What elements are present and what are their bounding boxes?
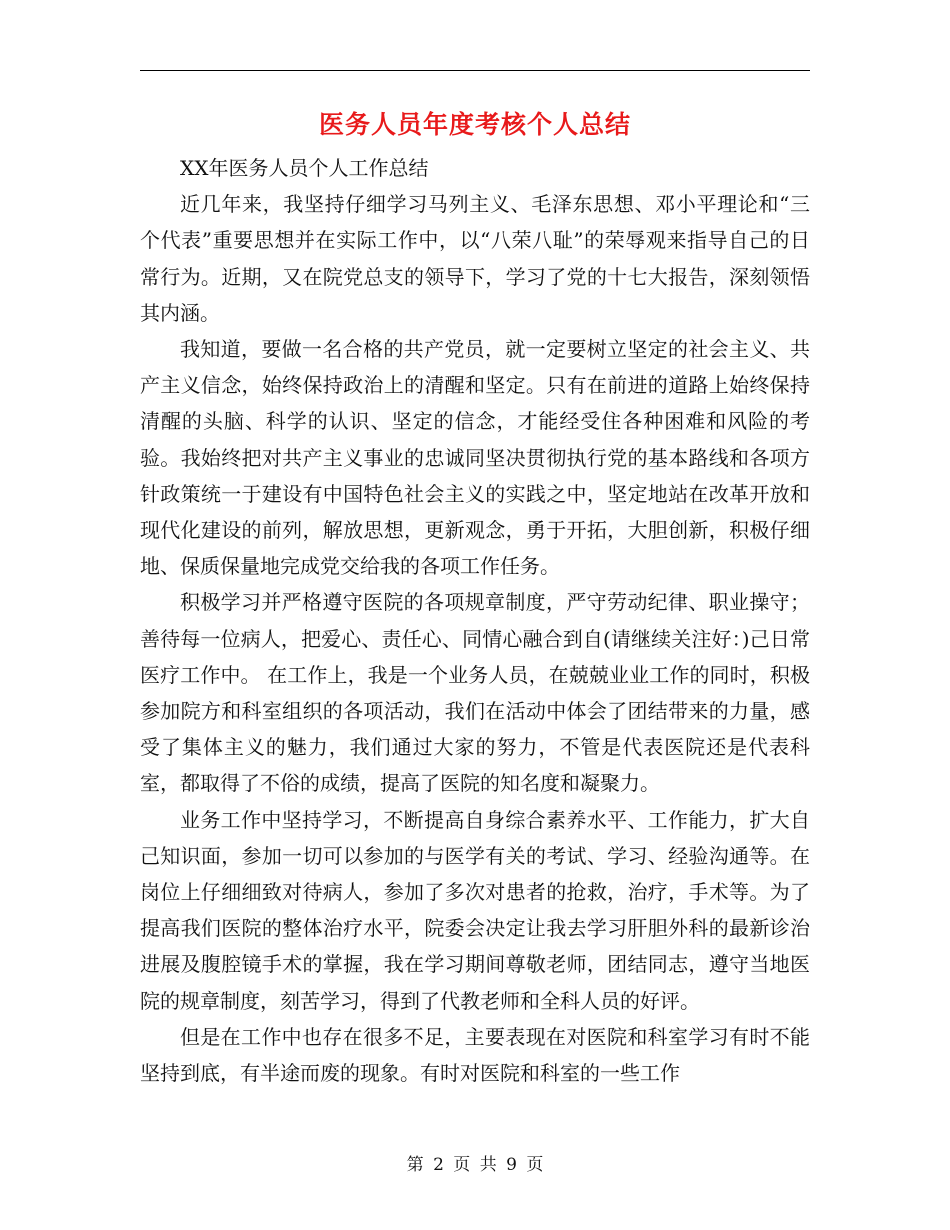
paragraph: 业务工作中坚持学习，不断提高自身综合素养水平、工作能力，扩大自己知识面，参加一切可以参加的与医学有关的考试、学习、经验沟通等。在岗位上仔细细致对待病人，参加了多次对患者的抢救，治疗，手术等。为了提高我们医院的整体治疗水平，院委会决定让我去学习肝胆外科的最新诊治进展及腹腔镜手术的掌握，我在学习期间尊敬老师，团结同志，遵守当地医院的规章制度，刻苦学习，得到了代教老师和全科人员的好评。	[140, 807, 810, 1013]
paragraph: 我知道，要做一名合格的共产党员，就一定要树立坚定的社会主义、共产主义信念，始终保持政治上的清醒和坚定。只有在前进的道路上始终保持清醒的头脑、科学的认识、坚定的信念，才能经受住各种困难和风险的考验。我始终把对共产主义事业的忠诚同坚决贯彻执行党的基本路线和各项方针政策统一于建设有中国特色社会主义的实践之中，坚定地站在改革开放和现代化建设的前列，解放思想，更新观念，勇于开拓，大胆创新，积极仔细地、保质保量地完成党交给我的各项工作任务。	[140, 337, 810, 579]
header-rule	[140, 70, 810, 71]
page-number-footer: 第 2 页 共 9 页	[406, 1155, 544, 1175]
paragraph: 积极学习并严格遵守医院的各项规章制度，严守劳动纪律、职业操守；善待每一位病人，把爱心、责任心、同情心融合到自(请继续关注好：)己日常医疗工作中。 在工作上，我是一个业务人员，在兢兢业业工作的同时，积极参加院方和科室组织的各项活动，我们在活动中体会了团结带来的力量，感受了集体主义的魅力，我们通过大家的努力，不管是代表医院还是代表科室，都取得了不俗的成绩，提高了医院的知名度和凝聚力。	[140, 590, 810, 796]
paragraph: 近几年来，我坚持仔细学习马列主义、毛泽东思想、邓小平理论和“三个代表”重要思想并在实际工作中，以“八荣八耻”的荣辱观来指导自己的日常行为。近期，又在院党总支的领导下，学习了党的十七大报告，深刻领悟其内涵。	[140, 192, 810, 325]
paragraph: 但是在工作中也存在很多不足，主要表现在对医院和科室学习有时不能坚持到底，有半途而废的现象。有时对医院和科室的一些工作	[140, 1024, 810, 1086]
document-body	[140, 150, 810, 1091]
paragraph-subtitle: XX年医务人员个人工作总结	[180, 156, 429, 180]
document-title: 医务人员年度考核个人总结	[318, 110, 631, 139]
